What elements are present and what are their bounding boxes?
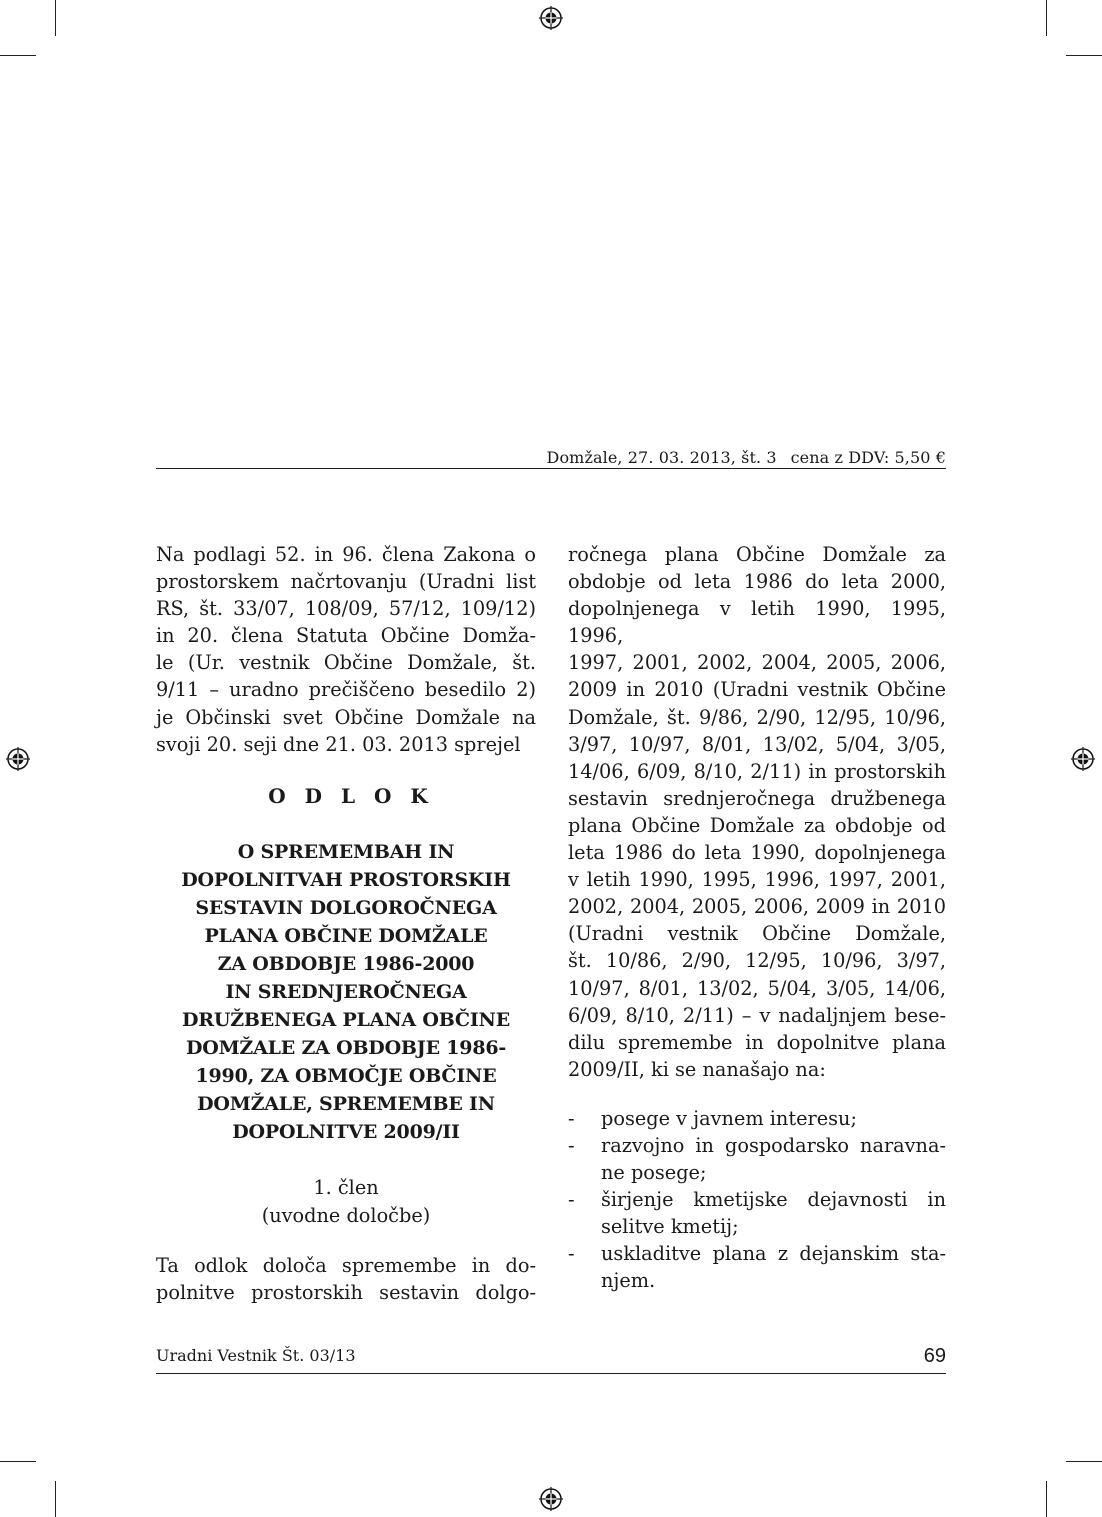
text-line: je Občinski svet Občine Domžale na xyxy=(156,705,536,729)
list-item-text: širjenje kmetijske dejavnosti in xyxy=(601,1188,946,1212)
title-line: PLANA OBČINE DOMŽALE xyxy=(204,924,488,947)
text-line: 3/97, 10/97, 8/01, 13/02, 5/04, 3/05, xyxy=(568,732,946,756)
text-line: 2009 in 2010 (Uradni vestnik Občine xyxy=(568,678,946,702)
crop-mark xyxy=(1066,55,1102,56)
article-subtitle: (uvodne določbe) xyxy=(261,1203,431,1227)
text-line: (Uradni vestnik Občine Domžale, xyxy=(568,922,946,946)
issue-info: Domžale, 27. 03. 2013, št. 3 xyxy=(546,448,777,467)
page-number: 69 xyxy=(923,1345,946,1367)
title-line: DOPOLNITVE 2009/II xyxy=(232,1120,460,1143)
title-line: ZA OBDOBJE 1986-2000 xyxy=(217,952,475,975)
running-header xyxy=(547,448,946,467)
header-rule xyxy=(156,468,946,469)
registration-mark-icon xyxy=(1071,747,1095,771)
text-line: 10/97, 8/01, 13/02, 5/04, 3/05, 14/06, xyxy=(568,976,946,1000)
bullet-dash: - xyxy=(568,1188,575,1212)
text-line: leta 1986 do leta 1990, dopolnjenega xyxy=(568,841,946,865)
title-line: DOMŽALE ZA OBDOBJE 1986- xyxy=(185,1036,507,1059)
text-line: 1997, 2001, 2002, 2004, 2005, 2006, xyxy=(568,651,946,675)
registration-mark-icon xyxy=(6,747,30,771)
list-item xyxy=(568,1186,946,1240)
bullet-dash: - xyxy=(568,1106,575,1130)
list-item-text: posege v javnem interesu; xyxy=(601,1106,857,1130)
list-item xyxy=(568,1132,946,1186)
article-number: 1. člen xyxy=(313,1175,379,1199)
title-line: DOPOLNITVAH PROSTORSKIH xyxy=(181,868,511,891)
text-line: plana Občine Domžale za obdobje od xyxy=(568,813,946,837)
title-line: O SPREMEMBAH IN xyxy=(237,840,455,863)
text-line: 6/09, 8/10, 2/11) – v nadaljnjem bese- xyxy=(568,1003,946,1027)
bullet-dash: - xyxy=(568,1133,575,1157)
preamble xyxy=(156,541,536,758)
title-line: IN SREDNJEROČNEGA xyxy=(225,980,467,1003)
text-line: dopolnjenega v letih 1990, 1995, 1996, xyxy=(568,597,946,648)
text-line: sestavin srednjeročnega družbenega xyxy=(568,786,946,810)
list-item-text: njem. xyxy=(601,1269,656,1293)
text-line: št. 10/86, 2/90, 12/95, 10/96, 3/97, xyxy=(568,949,946,973)
article-body-continued xyxy=(568,541,946,1083)
text-line: 9/11 – uradno prečiščeno besedilo 2) xyxy=(156,678,536,702)
title-line: 1990, ZA OBMOČJE OBČINE xyxy=(195,1064,497,1087)
bullet-list xyxy=(568,1105,946,1295)
crop-mark xyxy=(55,0,56,36)
right-column xyxy=(568,541,946,1295)
list-item-text: ne posege; xyxy=(601,1161,707,1185)
crop-mark xyxy=(1066,1461,1102,1462)
title-line: DRUŽBENEGA PLANA OBČINE xyxy=(181,1008,510,1031)
list-item xyxy=(568,1240,946,1294)
text-line: dilu spremembe in dopolnitve plana xyxy=(568,1030,946,1054)
text-line: 2009/II, ki se nanašajo na: xyxy=(568,1057,826,1081)
decree-heading: O D L O K xyxy=(268,783,434,808)
text-line: in 20. člena Statuta Občine Domža- xyxy=(156,624,536,648)
text-line: le (Ur. vestnik Občine Domžale, št. xyxy=(156,651,536,675)
text-line: obdobje od leta 1986 do leta 2000, xyxy=(568,570,946,594)
footer-rule xyxy=(156,1373,946,1374)
registration-mark-icon xyxy=(539,6,563,30)
list-item xyxy=(568,1105,946,1132)
crop-mark xyxy=(1046,1481,1047,1517)
title-line: SESTAVIN DOLGOROČNEGA xyxy=(195,896,497,919)
text-line: polnitve prostorskih sestavin dolgo- xyxy=(156,1280,536,1304)
decree-title xyxy=(156,838,536,1146)
price-info: cena z DDV: 5,50 € xyxy=(790,448,946,467)
text-line: Domžale, št. 9/86, 2/90, 12/95, 10/96, xyxy=(568,705,946,729)
text-line: ročnega plana Občine Domžale za xyxy=(568,543,946,566)
crop-mark xyxy=(1046,0,1047,36)
list-item-text: selitve kmetij; xyxy=(601,1215,739,1239)
article-body xyxy=(156,1252,536,1306)
text-line: 14/06, 6/09, 8/10, 2/11) in prostorskih xyxy=(568,759,946,783)
crop-mark xyxy=(0,55,36,56)
text-line: svoji 20. seji dne 21. 03. 2013 sprejel xyxy=(156,732,521,756)
registration-mark-icon xyxy=(539,1487,563,1511)
list-item-text: razvojno in gospodarsko naravna- xyxy=(601,1133,946,1157)
bullet-dash: - xyxy=(568,1242,575,1266)
publication-footer: Uradni Vestnik Št. 03/13 xyxy=(156,1346,356,1365)
text-line: 2002, 2004, 2005, 2006, 2009 in 2010 xyxy=(568,895,946,919)
left-column xyxy=(156,541,536,1306)
text-line: Na podlagi 52. in 96. člena Zakona o xyxy=(156,543,536,566)
list-item-text: uskladitve plana z dejanskim sta- xyxy=(601,1242,946,1266)
text-line: v letih 1990, 1995, 1996, 1997, 2001, xyxy=(568,868,946,892)
title-line: DOMŽALE, SPREMEMBE IN xyxy=(197,1092,495,1115)
crop-mark xyxy=(55,1481,56,1517)
text-line: RS, št. 33/07, 108/09, 57/12, 109/12) xyxy=(156,597,536,621)
text-line: Ta odlok določa spremembe in do- xyxy=(156,1253,536,1277)
crop-mark xyxy=(0,1461,36,1462)
text-line: prostorskem načrtovanju (Uradni list xyxy=(156,570,536,594)
